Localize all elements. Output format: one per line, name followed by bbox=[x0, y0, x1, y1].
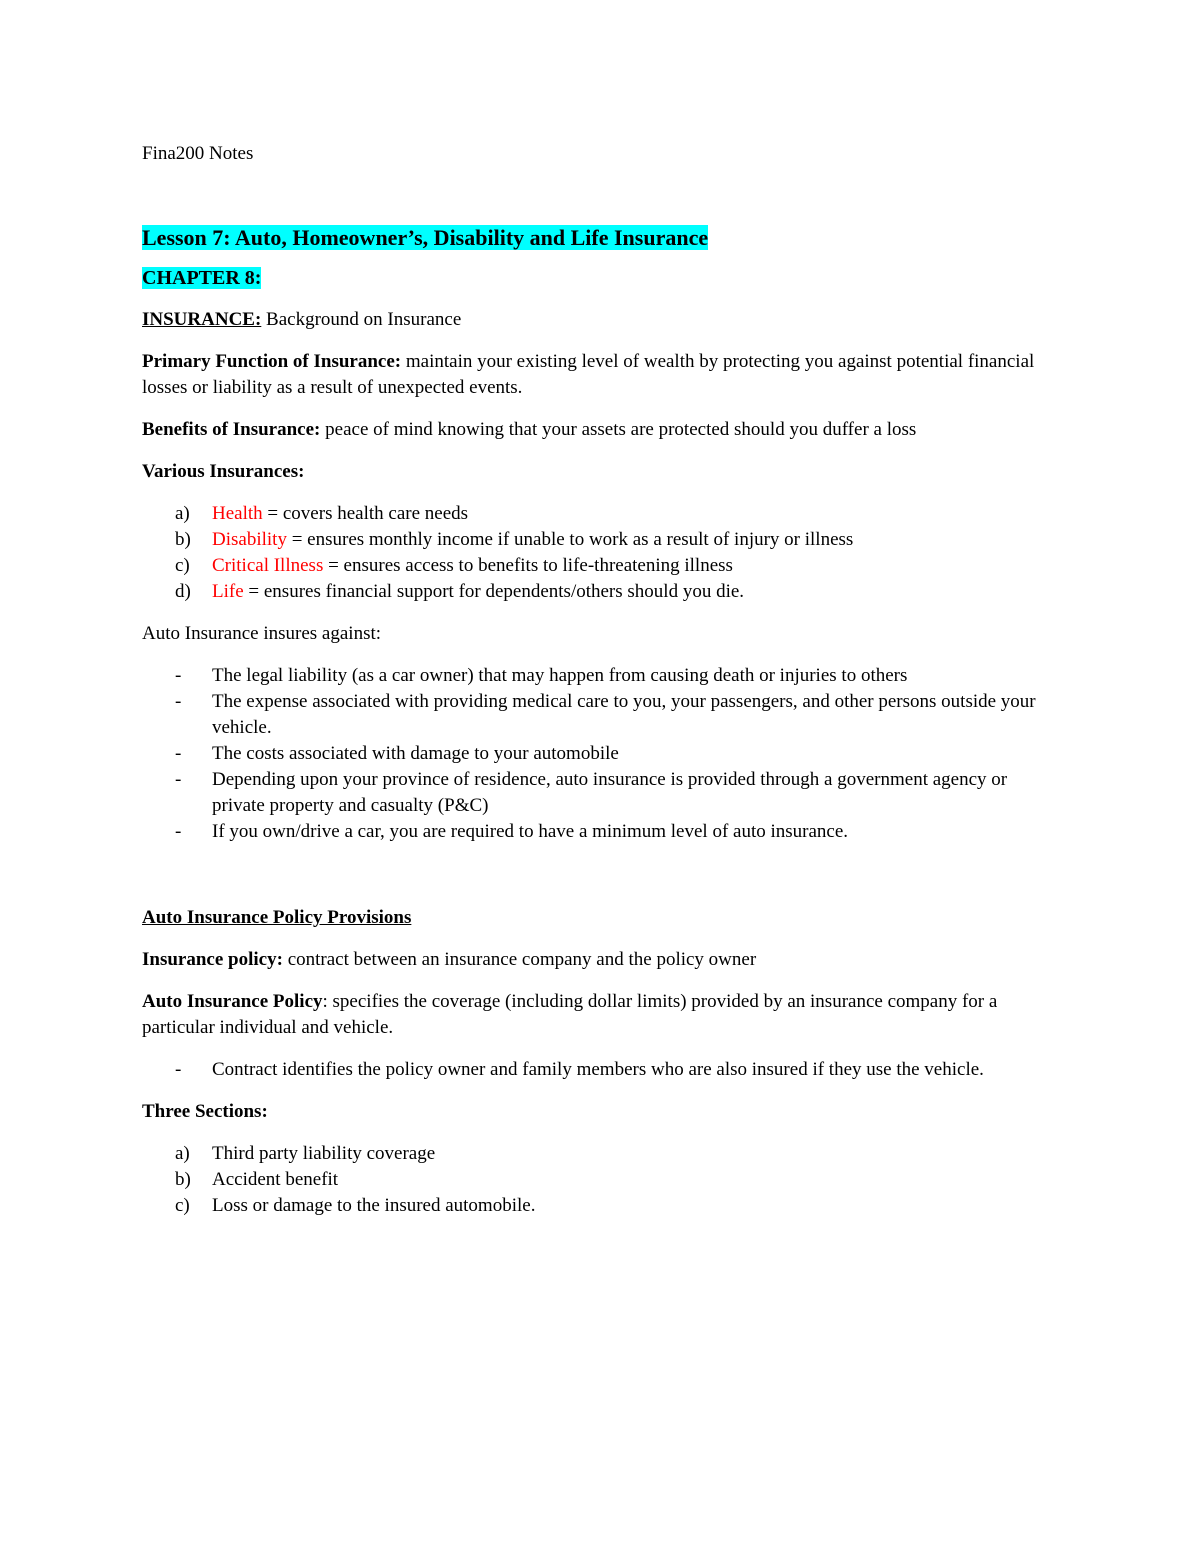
bullet-dash: - bbox=[175, 743, 182, 764]
list-marker: c) bbox=[175, 555, 190, 576]
list-marker: a) bbox=[175, 1143, 190, 1164]
primary-function-label: Primary Function of Insurance: bbox=[142, 351, 402, 372]
bullet-dash: - bbox=[175, 769, 182, 790]
list-item bbox=[142, 819, 1062, 845]
auto-policy-paragraph bbox=[142, 989, 1062, 1041]
auto-insurance-bullets bbox=[142, 663, 1062, 845]
list-item bbox=[142, 1141, 1062, 1167]
insurance-term: Critical Illness bbox=[212, 555, 324, 576]
provisions-heading: Auto Insurance Policy Provisions bbox=[142, 907, 412, 928]
insurance-policy-label: Insurance policy: bbox=[142, 949, 283, 970]
list-marker: b) bbox=[175, 1169, 191, 1190]
benefits-paragraph bbox=[142, 417, 1062, 443]
list-item bbox=[142, 689, 1062, 741]
bullet-text: Depending upon your province of residence, auto insurance is provided through a government agency or private property and casualty (P&C) bbox=[212, 769, 1008, 816]
list-text: Accident benefit bbox=[212, 1169, 339, 1190]
benefits-label: Benefits of Insurance: bbox=[142, 419, 321, 440]
bullet-text: The legal liability (as a car owner) that may happen from causing death or injuries to others bbox=[212, 665, 908, 686]
insurance-text: Background on Insurance bbox=[261, 309, 462, 330]
bullet-dash: - bbox=[175, 691, 182, 712]
benefits-text: peace of mind knowing that your assets are protected should you duffer a loss bbox=[320, 419, 917, 440]
header-note: Fina200 Notes bbox=[142, 143, 254, 164]
insurance-term-description: = ensures monthly income if unable to work as a result of injury or illness bbox=[286, 529, 854, 550]
list-item bbox=[142, 501, 1062, 527]
bullet-text: The costs associated with damage to your automobile bbox=[212, 743, 619, 764]
three-sections-heading: Three Sections: bbox=[142, 1101, 268, 1122]
bullet-dash: - bbox=[175, 821, 182, 842]
list-item bbox=[142, 767, 1062, 819]
three-sections-list bbox=[142, 1141, 1062, 1219]
section-spacer bbox=[142, 861, 1062, 905]
list-marker: d) bbox=[175, 581, 191, 602]
list-marker: c) bbox=[175, 1195, 190, 1216]
auto-policy-label: Auto Insurance Policy bbox=[142, 991, 323, 1012]
various-insurances-list bbox=[142, 501, 1062, 605]
auto-insurance-intro: Auto Insurance insures against: bbox=[142, 623, 382, 644]
bullet-dash: - bbox=[175, 1059, 182, 1080]
insurance-policy-paragraph bbox=[142, 947, 1062, 973]
insurance-term-description: = covers health care needs bbox=[262, 503, 469, 524]
list-item bbox=[142, 579, 1062, 605]
contract-bullets bbox=[142, 1057, 1062, 1083]
primary-function-text: maintain your existing level of wealth by protecting you against potential financial losses or liability as a result of unexpected events. bbox=[142, 351, 1035, 398]
insurance-term-description: = ensures access to benefits to life-threatening illness bbox=[323, 555, 733, 576]
lesson-title bbox=[142, 223, 1062, 253]
list-item bbox=[142, 1057, 1062, 1083]
insurance-label: INSURANCE: bbox=[142, 309, 262, 330]
various-heading: Various Insurances: bbox=[142, 461, 305, 482]
list-item bbox=[142, 741, 1062, 767]
insurance-term: Health bbox=[212, 503, 263, 524]
auto-policy-text: : specifies the coverage (including dollar limits) provided by an insurance company for a particular individual and vehicle. bbox=[142, 991, 998, 1038]
insurance-term: Life bbox=[212, 581, 244, 602]
insurance-term: Disability bbox=[212, 529, 287, 550]
primary-function-paragraph bbox=[142, 349, 1062, 401]
insurance-term-description: = ensures financial support for dependents/others should you die. bbox=[243, 581, 745, 602]
bullet-text: If you own/drive a car, you are required to have a minimum level of auto insurance. bbox=[212, 821, 849, 842]
bullet-dash: - bbox=[175, 665, 182, 686]
list-item bbox=[142, 527, 1062, 553]
list-text: Third party liability coverage bbox=[212, 1143, 436, 1164]
bullet-text: Contract identifies the policy owner and family members who are also insured if they use the vehicle. bbox=[212, 1059, 984, 1080]
list-item bbox=[142, 663, 1062, 689]
list-item bbox=[142, 1167, 1062, 1193]
list-item bbox=[142, 553, 1062, 579]
insurance-paragraph bbox=[142, 307, 1062, 333]
list-marker: a) bbox=[175, 503, 190, 524]
list-item bbox=[142, 1193, 1062, 1219]
chapter-heading-text: CHAPTER 8: bbox=[142, 267, 262, 289]
document-content bbox=[142, 141, 1062, 1235]
chapter-heading bbox=[142, 265, 1062, 291]
insurance-policy-text: contract between an insurance company and the policy owner bbox=[282, 949, 757, 970]
list-marker: b) bbox=[175, 529, 191, 550]
lesson-title-text: Lesson 7: Auto, Homeowner’s, Disability and Life Insurance bbox=[142, 225, 709, 250]
bullet-text: The expense associated with providing medical care to you, your passengers, and other persons outside your vehicle. bbox=[212, 691, 1036, 738]
list-text: Loss or damage to the insured automobile. bbox=[212, 1195, 536, 1216]
